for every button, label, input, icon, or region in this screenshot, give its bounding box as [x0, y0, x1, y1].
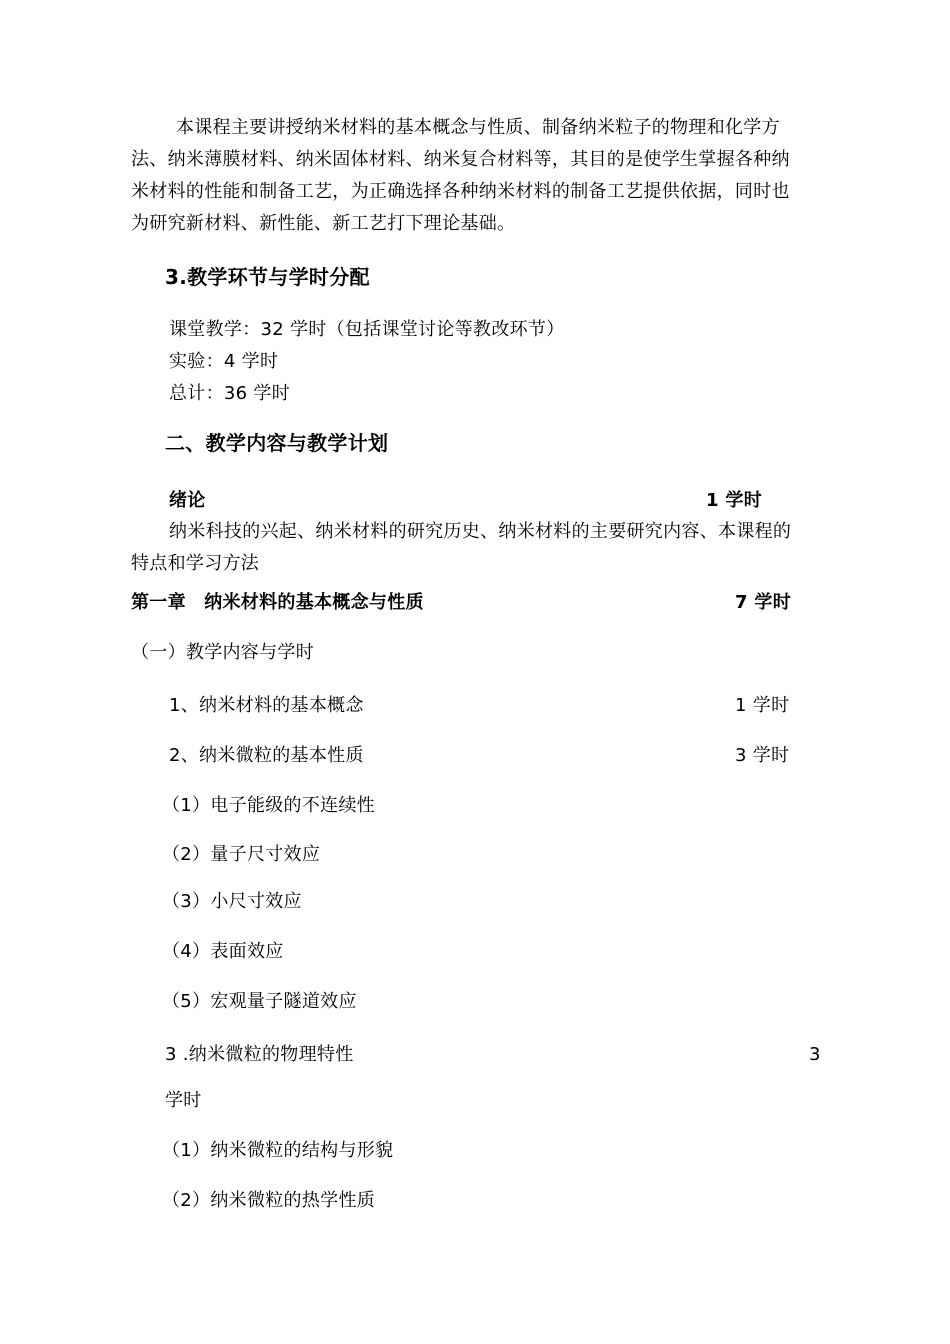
item-2-hours: 3 学时 [735, 745, 790, 766]
intro-line-4: 为研究新材料、新性能、新工艺打下理论基础。 [131, 213, 516, 234]
intro-line-2: 法、纳米薄膜材料、纳米固体材料、纳米复合材料等，其目的是使学生掌握各种纳 [131, 149, 790, 170]
chapter-1-subtitle: （一）教学内容与学时 [131, 642, 314, 663]
section-3-heading: 3.教学环节与学时分配 [165, 265, 370, 289]
item-3-hours-unit: 学时 [165, 1090, 202, 1111]
part-2-heading: 二、教学内容与教学计划 [165, 431, 389, 455]
classroom-hours: 课堂教学：32 学时（包括课堂讨论等教改环节） [169, 319, 565, 340]
item-2-sub-2: （2）量子尺寸效应 [162, 844, 321, 865]
item-1-label: 1、纳米材料的基本概念 [169, 695, 364, 716]
intro-course-hours: 1 学时 [706, 490, 762, 511]
item-2-sub-5: （5）宏观量子隧道效应 [162, 991, 357, 1012]
intro-line-1: 本课程主要讲授纳米材料的基本概念与性质、制备纳米粒子的物理和化学方 [176, 117, 780, 138]
item-2-sub-3: （3）小尺寸效应 [162, 891, 302, 912]
intro-line-3: 米材料的性能和制备工艺，为正确选择各种纳米材料的制备工艺提供依据，同时也 [131, 181, 790, 202]
item-3-sub-1: （1）纳米微粒的结构与形貌 [162, 1140, 394, 1161]
item-3-sub-2: （2）纳米微粒的热学性质 [162, 1190, 376, 1211]
item-3-hours-number: 3 [809, 1044, 821, 1065]
intro-course-desc-1: 纳米科技的兴起、纳米材料的研究历史、纳米材料的主要研究内容、本课程的 [169, 521, 792, 542]
item-3-label: 3 .纳米微粒的物理特性 [165, 1044, 354, 1065]
chapter-1-title: 第一章 纳米材料的基本概念与性质 [131, 592, 424, 613]
experiment-hours: 实验：4 学时 [169, 351, 279, 372]
total-hours: 总计：36 学时 [169, 383, 291, 404]
chapter-1-hours: 7 学时 [735, 592, 791, 613]
item-1-hours: 1 学时 [735, 695, 790, 716]
item-2-label: 2、纳米微粒的基本性质 [169, 745, 364, 766]
item-2-sub-1: （1）电子能级的不连续性 [162, 795, 376, 816]
intro-course-title: 绪论 [169, 490, 206, 511]
intro-course-desc-2: 特点和学习方法 [131, 553, 260, 574]
item-2-sub-4: （4）表面效应 [162, 941, 284, 962]
